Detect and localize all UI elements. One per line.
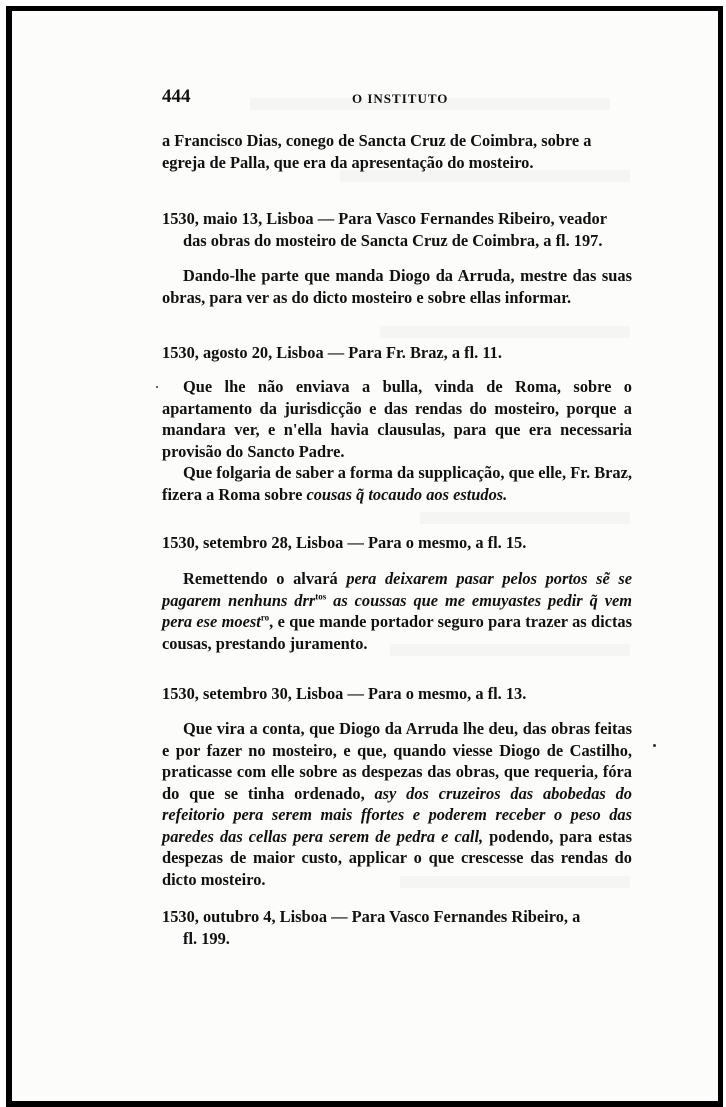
paragraph-text: podendo, para estas despezas de maior custo, applicar o que crescesse das rendas do dicto mosteiro. — [162, 826, 632, 889]
intro-line-1: a Francisco Dias, conego de Sancta Cruz de Coimbra, sobre a — [162, 131, 592, 150]
entry-2-heading — [162, 342, 632, 364]
ink-speck — [156, 386, 158, 388]
entry-4-paragraph — [162, 718, 632, 890]
intro-text — [162, 130, 632, 173]
entry-1-paragraph: Dando-lhe parte que manda Diogo da Arruda, mestre das suas obras, para ver as do dicto mosteiro e sobre ellas informar. — [162, 266, 632, 307]
paragraph-text: Que folgaria de saber a forma da supplicação, que elle, Fr. Braz, fizera a Roma sobre — [162, 463, 632, 504]
page-header — [162, 86, 632, 110]
paragraph-italic-text: as coussas que me emuyastes pedir q̃ vem pera ese moest — [162, 590, 632, 631]
entry-heading-line: 1530, maio 13, Lisboa — Para Vasco Fernandes Ribeiro, veador — [162, 209, 607, 228]
running-head: O INSTITUTO — [352, 91, 449, 106]
entry-heading-line: 1530, setembro 30, Lisboa — Para o mesmo, a fl. 13. — [162, 684, 527, 703]
entry-5-heading — [162, 906, 632, 949]
entry-heading-line: 1530, outubro 4, Lisboa — Para Vasco Fernandes Ribeiro, a — [162, 907, 581, 926]
entry-heading-line: das obras do mosteiro de Sancta Cruz de Coimbra, a fl. 197. — [183, 230, 603, 250]
paragraph-italic-text: asy dos cruzeiros das abobedas do refeitorio pera serem mais ffortes e poderem receber o peso das paredes das cellas pera serem de pedra e call, — [162, 783, 632, 846]
paragraph-italic-text: pera deixarem pasar pelos portos sẽ se pagarem nenhuns drr — [162, 569, 632, 610]
entry-2-paragraph-2 — [162, 462, 632, 505]
page-number: 444 — [162, 86, 191, 107]
entry-2-paragraph: Que lhe não enviava a bulla, vinda de Roma, sobre o apartamento da jurisdicção e das rendas do mosteiro, porque a mandara ver, e n'ella havia clausulas, para que era necessaria provisão do Sancto Padre. — [162, 377, 632, 461]
entry-4-heading — [162, 683, 632, 705]
ink-speck — [653, 744, 656, 747]
entry-heading-line: 1530, agosto 20, Lisboa — Para Fr. Braz, a fl. 11. — [162, 343, 502, 362]
entry-heading-line: fl. 199. — [183, 928, 230, 948]
superscript-abbrev: tos — [315, 591, 327, 602]
paragraph-text: Que vira a conta, que Diogo da Arruda lhe deu, das obras feitas e por fazer no mosteiro, e que, quando viesse Diogo de Castilho, praticasse com elle sobre as despezas das obras, que requeria, fóra do que se tinha ordenado, — [162, 719, 632, 803]
entry-heading-line: 1530, setembro 28, Lisboa — Para o mesmo, a fl. 15. — [162, 533, 527, 552]
paragraph-italic-text: cousas q̃ tocaudo aos estudos. — [306, 484, 508, 504]
bleed-through-shading — [380, 326, 630, 338]
superscript-abbrev: ro — [260, 612, 270, 623]
intro-line-2: egreja de Palla, que era da apresentação do mosteiro. — [162, 152, 534, 172]
bleed-through-shading — [420, 512, 630, 524]
entry-3-paragraph — [162, 568, 632, 654]
entry-3-heading — [162, 532, 632, 554]
paragraph-text: Remettendo o alvará — [183, 569, 347, 588]
entry-1-heading — [162, 208, 632, 251]
paragraph-text: , e que mande portador seguro para trazer as dictas cousas, prestando juramento. — [162, 612, 632, 653]
